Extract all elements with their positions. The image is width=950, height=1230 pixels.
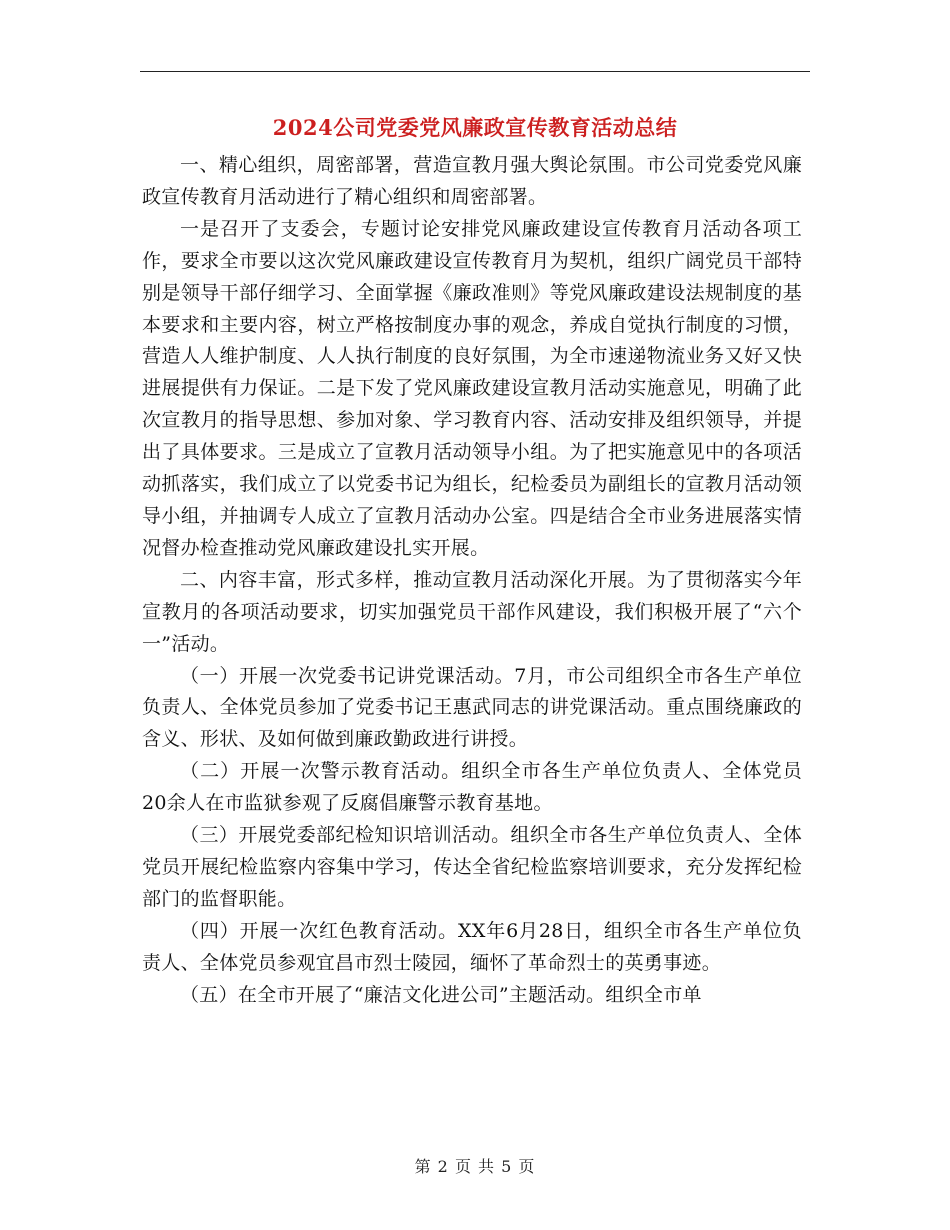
paragraph-3: 二、内容丰富，形式多样，推动宣教月活动深化开展。为了贯彻落实今年宣教月的各项活动要求，切实加强党员干部作风建设，我们积极开展了“六个一”活动。 <box>142 568 802 655</box>
paragraph-4: （一）开展一次党委书记讲党课活动。7月，市公司组织全市各生产单位负责人、全体党员参加了党委书记王惠武同志的讲党课活动。重点围绕廉政的含义、形状、及如何做到廉政勤政进行讲授。 <box>142 664 802 751</box>
page-number-footer: 第 2 页 共 5 页 <box>414 1157 536 1176</box>
paragraph-5: （二）开展一次警示教育活动。组织全市各生产单位负责人、全体党员20余人在市监狱参观了反腐倡廉警示教育基地。 <box>142 760 802 815</box>
header-rule <box>140 71 810 72</box>
document-body <box>142 150 802 1011</box>
paragraph-7: （四）开展一次红色教育活动。XX年6月28日，组织全市各生产单位负责人、全体党员参观宜昌市烈士陵园，缅怀了革命烈士的英勇事迹。 <box>142 919 802 974</box>
paragraph-2: 一是召开了支委会，专题讨论安排党风廉政建设宣传教育月活动各项工作，要求全市要以这次党风廉政建设宣传教育月为契机，组织广阔党员干部特别是领导干部仔细学习、全面掌握《廉政准则》等党风廉政建设法规制度的基本要求和主要内容，树立严格按制度办事的观念，养成自觉执行制度的习惯，营造人人维护制度、人人执行制度的良好氛围，为全市速递物流业务又好又快进展提供有力保证。二是下发了党风廉政建设宣教月活动实施意见，明确了此次宣教月的指导思想、参加对象、学习教育内容、活动安排及组织领导，并提出了具体要求。三是成立了宣教月活动领导小组。为了把实施意见中的各项活动抓落实，我们成立了以党委书记为组长，纪检委员为副组长的宣教月活动领导小组，并抽调专人成立了宣教月活动办公室。四是结合全市业务进展落实情况督办检查推动党风廉政建设扎实开展。 <box>142 217 802 559</box>
paragraph-8: （五）在全市开展了“廉洁文化进公司”主题活动。组织全市单 <box>180 983 702 1006</box>
paragraph-6: （三）开展党委部纪检知识培训活动。组织全市各生产单位负责人、全体党员开展纪检监察内容集中学习，传达全省纪检监察培训要求，充分发挥纪检部门的监督职能。 <box>142 824 802 910</box>
paragraph-1: 一、精心组织，周密部署，营造宣教月强大舆论氛围。市公司党委党风廉政宣传教育月活动进行了精心组织和周密部署。 <box>142 154 802 208</box>
document-title: 2024公司党委党风廉政宣传教育活动总结 <box>272 115 678 140</box>
